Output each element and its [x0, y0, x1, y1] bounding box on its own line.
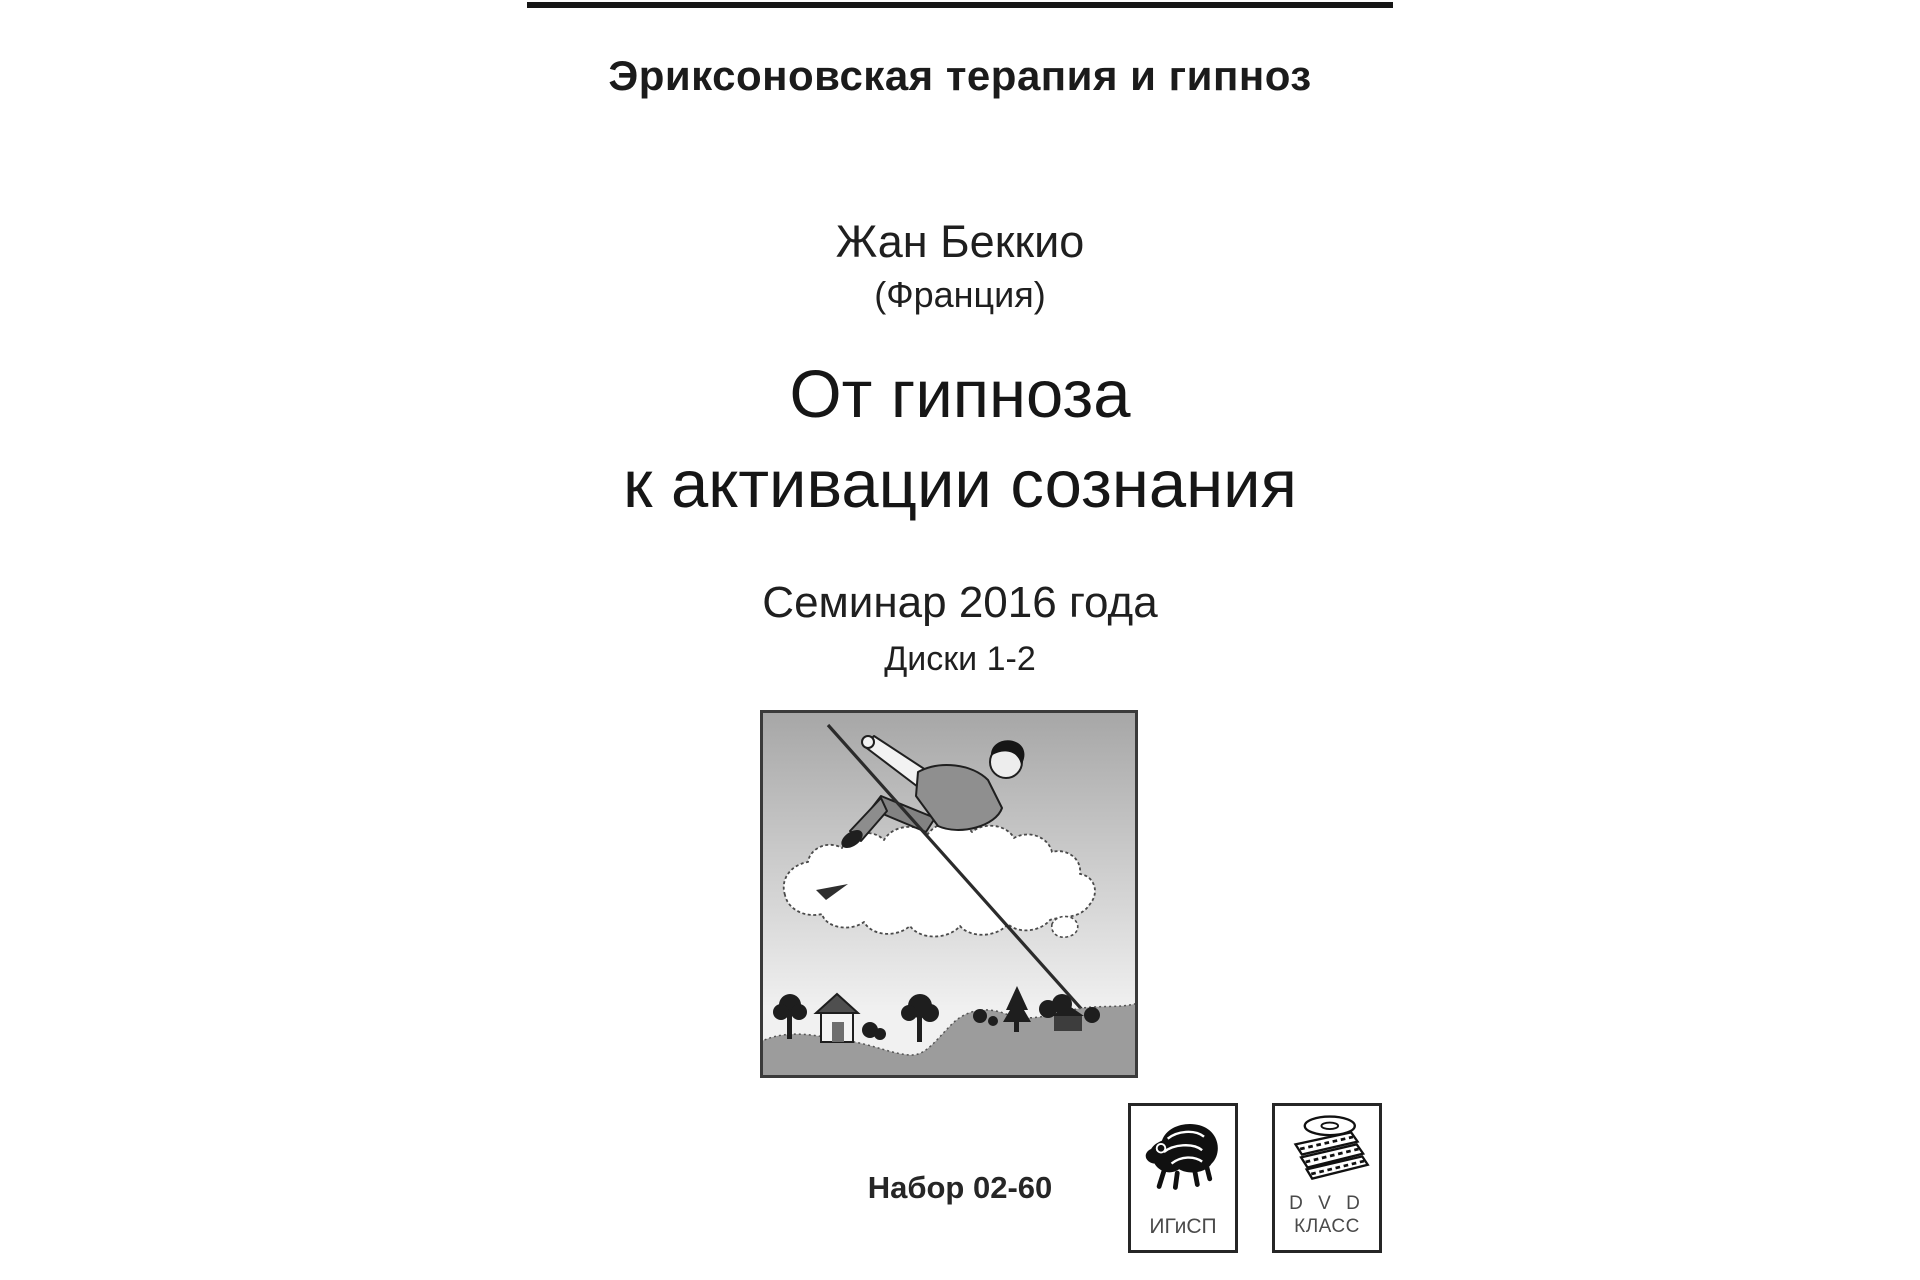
logo-igisp [1128, 1103, 1238, 1253]
author-name: Жан Беккио [835, 216, 1085, 267]
logo-dvd-caption-line2: КЛАСС [1294, 1216, 1360, 1238]
series-title: Эриксоновская терапия и гипноз [608, 52, 1312, 99]
logo-dvd-klass-caption [1289, 1194, 1365, 1238]
page-title-line2: к активации сознания [623, 447, 1297, 522]
ram-icon [1139, 1111, 1227, 1195]
page-title-line1: От гипноза [789, 357, 1131, 432]
cloud-pole-vaulter-drawing [760, 710, 1138, 1078]
logo-dvd-caption-line1: D V D [1289, 1193, 1365, 1215]
logo-igisp-caption: ИГиСП [1149, 1214, 1217, 1238]
dvd-books-icon [1283, 1111, 1371, 1187]
seminar-label: Семинар 2016 года [762, 578, 1158, 627]
top-rule [527, 2, 1393, 8]
page-title [0, 350, 1920, 530]
cloud-pole-vaulter-illustration [760, 710, 1138, 1078]
logo-dvd-klass [1272, 1103, 1382, 1253]
author-country: (Франция) [874, 274, 1046, 315]
set-number-label: Набор 02-60 [867, 1170, 1053, 1205]
disk-range: Диски 1-2 [884, 640, 1036, 678]
hand [862, 736, 874, 748]
